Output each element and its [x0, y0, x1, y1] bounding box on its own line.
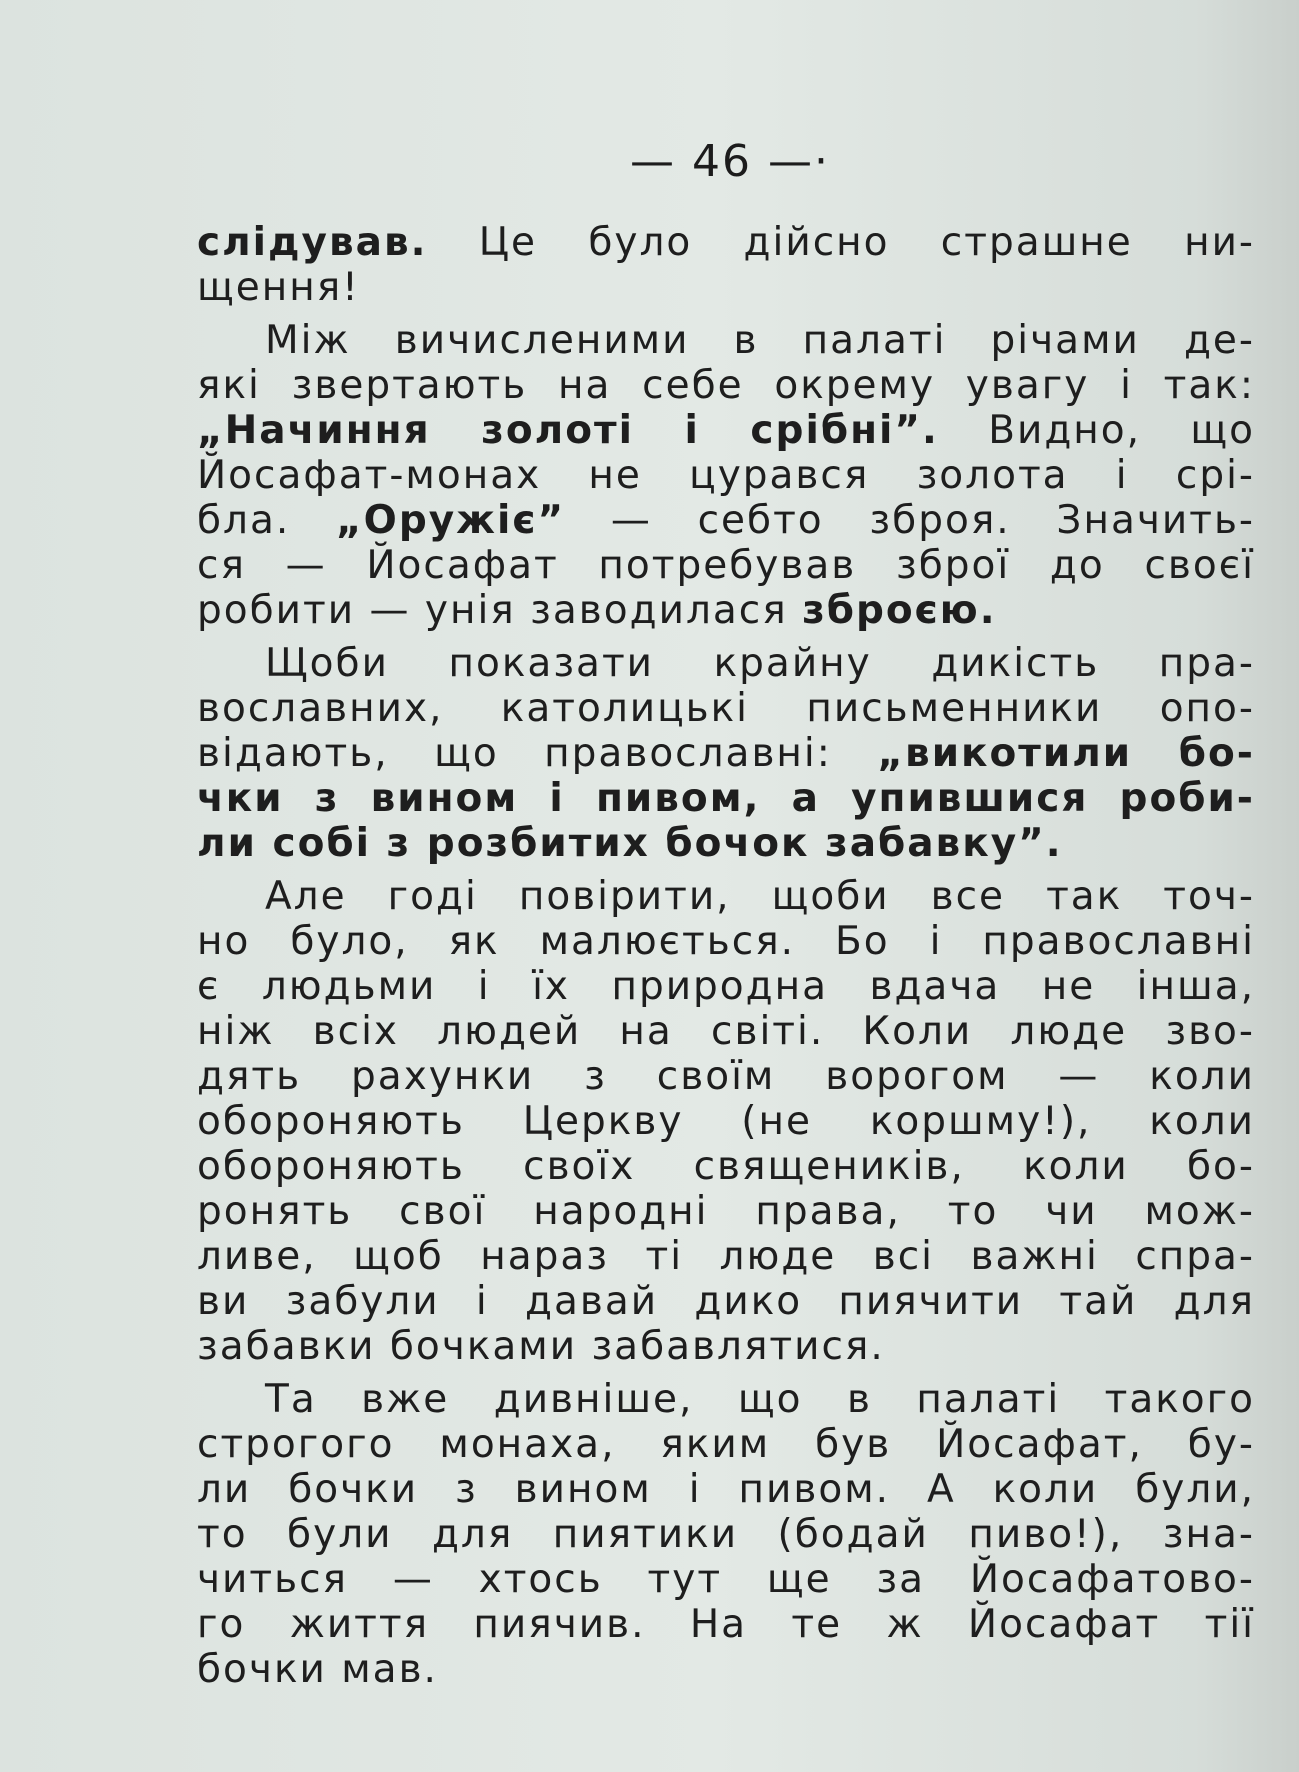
- bold-text: зброєю.: [802, 588, 997, 633]
- bold-text: „Начиння золоті і срібні”.: [197, 408, 939, 453]
- text-line: [197, 964, 1255, 1009]
- text-line: [197, 318, 1255, 363]
- text-segment: Видно, що: [938, 408, 1256, 453]
- text-line: [197, 543, 1255, 588]
- text-line: [197, 1557, 1255, 1602]
- text-segment: є людьми і їх природна вдача не інша,: [197, 964, 1255, 1009]
- bold-text: „Оружіє”: [336, 498, 566, 543]
- bold-text: чки з вином і пивом, а упившися роби-: [197, 776, 1255, 821]
- text-segment: строгого монаха, яким був Йосафат, бу-: [197, 1422, 1255, 1467]
- paragraph-gap: [197, 633, 1255, 641]
- text-line: [197, 919, 1255, 964]
- text-segment: ви забули і давай дико пиячити тай для: [197, 1279, 1255, 1324]
- text-line: [197, 1144, 1255, 1189]
- text-segment: го життя пиячив. На те ж Йосафат тії: [197, 1602, 1255, 1647]
- bold-text: слідував.: [197, 220, 428, 265]
- paragraph: [197, 874, 1255, 1369]
- text-segment: — себто зброя. Значить-: [565, 498, 1256, 543]
- paragraph: [197, 318, 1255, 633]
- text-segment: щення!: [197, 265, 360, 310]
- paragraph: [197, 1377, 1255, 1692]
- text-line: [197, 588, 1255, 633]
- text-segment: Йосафат-монах не цурався золота і срі-: [197, 453, 1255, 498]
- text-line: [197, 1054, 1255, 1099]
- text-line: [197, 453, 1255, 498]
- text-segment: ливе, щоб нараз ті люде всі важні спра-: [197, 1234, 1255, 1279]
- paragraph: [197, 220, 1255, 310]
- text-line: [197, 776, 1255, 821]
- text-line: [197, 1279, 1255, 1324]
- text-line: [197, 1467, 1255, 1512]
- text-line: [197, 1512, 1255, 1557]
- text-segment: ронять свої народні права, то чи мож-: [197, 1189, 1255, 1234]
- page-number: — 46 —·: [630, 136, 830, 187]
- body-text: [197, 220, 1255, 1692]
- text-segment: бла.: [197, 498, 337, 543]
- text-segment: ли бочки з вином і пивом. А коли були,: [197, 1467, 1255, 1512]
- text-line: [197, 1602, 1255, 1647]
- text-line: [197, 1422, 1255, 1467]
- bold-text: „викотили бо-: [877, 731, 1255, 776]
- text-segment: то були для пиятики (бодай пиво!), зна-: [197, 1512, 1255, 1557]
- text-segment: забавки бочками забавлятися.: [197, 1324, 885, 1369]
- text-line: [197, 265, 1255, 310]
- text-line: [197, 1099, 1255, 1144]
- paragraph: [197, 641, 1255, 866]
- text-segment: обороняють Церкву (не коршму!), коли: [197, 1099, 1255, 1144]
- text-segment: Але годі повірити, щоби все так точ-: [265, 874, 1255, 919]
- text-line: [197, 731, 1255, 776]
- text-segment: відають, що православні:: [197, 731, 878, 776]
- paragraph-gap: [197, 866, 1255, 874]
- bold-text: ли собі з розбитих бочок забавку”.: [197, 821, 1063, 866]
- text-segment: ніж всіх людей на світі. Коли люде зво-: [197, 1009, 1255, 1054]
- text-line: [197, 498, 1255, 543]
- text-segment: робити — унія заводилася: [197, 588, 803, 633]
- text-line: [197, 1324, 1255, 1369]
- text-segment: Та вже дивніше, що в палаті такого: [265, 1377, 1255, 1422]
- text-segment: Щоби показати крайну дикість пра-: [265, 641, 1255, 686]
- text-segment: но було, як малюється. Бо і православні: [197, 919, 1255, 964]
- paragraph-gap: [197, 1369, 1255, 1377]
- text-line: [197, 1377, 1255, 1422]
- text-line: [197, 1647, 1255, 1692]
- text-segment: дять рахунки з своїм ворогом — коли: [197, 1054, 1255, 1099]
- text-line: [197, 1009, 1255, 1054]
- text-line: [197, 821, 1255, 866]
- text-segment: Між вичисленими в палаті річами де-: [265, 318, 1255, 363]
- text-line: [197, 1189, 1255, 1234]
- text-line: [197, 1234, 1255, 1279]
- paragraph-gap: [197, 310, 1255, 318]
- text-line: [197, 686, 1255, 731]
- text-line: [197, 363, 1255, 408]
- text-line: [197, 408, 1255, 453]
- text-line: [197, 220, 1255, 265]
- text-segment: обороняють своїх священиків, коли бо-: [197, 1144, 1255, 1189]
- text-segment: читься — хтось тут ще за Йосафатово-: [197, 1557, 1255, 1602]
- text-segment: Це було дійсно страшне ни-: [427, 220, 1255, 265]
- text-segment: які звертають на себе окрему увагу і так:: [197, 363, 1255, 408]
- text-line: [197, 874, 1255, 919]
- text-segment: вославних, католицькі письменники опо-: [197, 686, 1255, 731]
- text-segment: бочки мав.: [197, 1647, 438, 1692]
- text-segment: ся — Йосафат потребував зброї до своєї: [197, 543, 1255, 588]
- text-line: [197, 641, 1255, 686]
